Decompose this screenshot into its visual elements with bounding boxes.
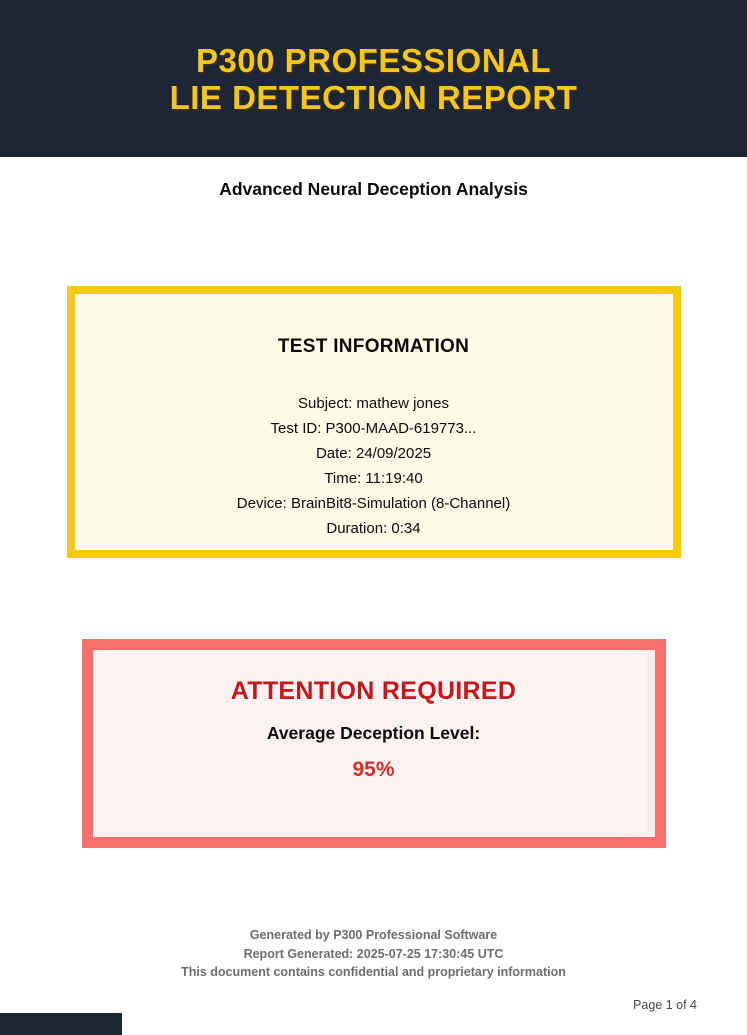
- report-title-line1: P300 PROFESSIONAL: [195, 41, 552, 79]
- page-indicator: Page 1 of 4: [633, 997, 697, 1012]
- footer-line-report-generated: Report Generated: 2025-07-25 17:30:45 UTC: [243, 946, 504, 961]
- date-line: Date: 24/09/2025: [315, 445, 432, 462]
- attention-title: ATTENTION REQUIRED: [230, 677, 517, 705]
- report-footer: [0, 926, 747, 982]
- subject-line: Subject: mathew jones: [298, 395, 449, 412]
- device-line: Device: BrainBit8-Simulation (8-Channel): [236, 495, 511, 512]
- test-info-lines: [75, 391, 673, 541]
- deception-level-label: Average Deception Level:: [266, 723, 481, 743]
- time-line: Time: 11:19:40: [324, 470, 423, 487]
- next-page-header-peek: [0, 1013, 122, 1035]
- duration-line: Duration: 0:34: [326, 520, 421, 537]
- footer-line-generated-by: Generated by P300 Professional Software: [249, 928, 498, 942]
- attention-box: [82, 639, 666, 848]
- test-id-line: Test ID: P300-MAAD-619773...: [270, 420, 477, 437]
- test-info-box: [67, 286, 681, 558]
- footer-line-confidential: This document contains confidential and proprietary information: [181, 965, 566, 979]
- test-info-title: TEST INFORMATION: [277, 336, 470, 357]
- report-title-line2: LIE DETECTION REPORT: [169, 78, 578, 116]
- deception-level-value: 95%: [352, 758, 395, 781]
- report-header: [0, 0, 747, 157]
- report-subtitle: Advanced Neural Deception Analysis: [219, 179, 528, 199]
